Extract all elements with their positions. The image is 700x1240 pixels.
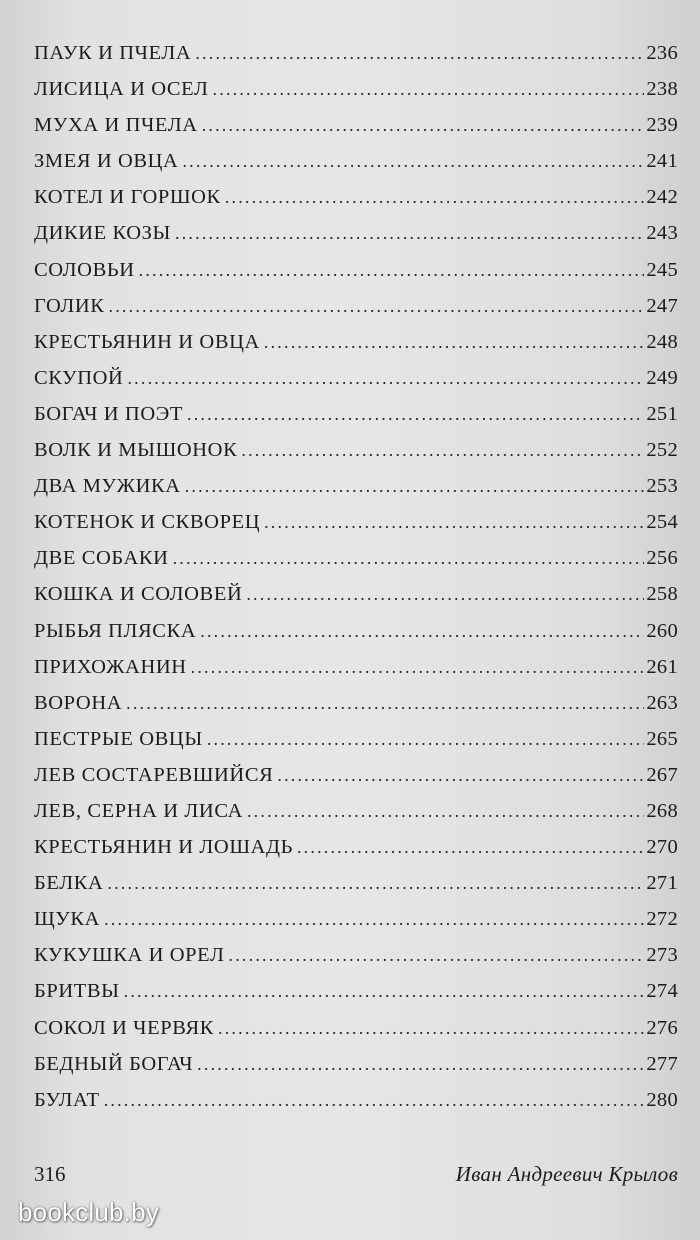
toc-entry-page: 245	[646, 258, 678, 281]
toc-entry-title: СКУПОЙ	[34, 366, 124, 389]
toc-entry-title: РЫБЬЯ ПЛЯСКА	[34, 619, 197, 642]
toc-entry	[34, 620, 678, 656]
toc-entry-title: КРЕСТЬЯНИН И ЛОШАДЬ	[34, 836, 293, 859]
toc-leader-dots	[225, 187, 645, 208]
toc-leader-dots	[264, 512, 644, 533]
toc-entry-title: ДИКИЕ КОЗЫ	[34, 222, 172, 245]
toc-leader-dots	[229, 945, 645, 966]
toc-leader-dots	[124, 981, 645, 1002]
toc-entry	[34, 1089, 678, 1125]
toc-entry	[34, 547, 678, 583]
toc-entry-page: 280	[646, 1088, 678, 1111]
toc-entry-page: 247	[646, 294, 678, 317]
toc-entry-title: ГОЛИК	[34, 294, 105, 317]
toc-entry	[34, 259, 678, 295]
toc-entry	[34, 872, 678, 908]
toc-entry	[34, 980, 678, 1016]
toc-entry-page: 277	[646, 1052, 678, 1075]
toc-entry-title: КОТЕНОК И СКВОРЕЦ	[34, 511, 261, 534]
toc-leader-dots	[127, 368, 644, 389]
toc-entry	[34, 1017, 678, 1053]
toc-entry	[34, 475, 678, 511]
table-of-contents	[34, 42, 678, 1125]
toc-entry	[34, 439, 678, 475]
toc-entry-title: КРЕСТЬЯНИН И ОВЦА	[34, 330, 260, 353]
toc-leader-dots	[104, 1090, 645, 1111]
toc-entry-title: ЛЕВ СОСТАРЕВШИЙСЯ	[34, 763, 274, 786]
toc-entry-page: 239	[646, 114, 678, 137]
toc-entry-title: СОЛОВЬИ	[34, 258, 135, 281]
toc-entry-title: ПРИХОЖАНИН	[34, 655, 187, 678]
toc-entry	[34, 403, 678, 439]
toc-entry-title: БЕДНЫЙ БОГАЧ	[34, 1052, 194, 1075]
toc-entry-title: БЕЛКА	[34, 872, 104, 895]
toc-entry-page: 270	[646, 836, 678, 859]
toc-entry-page: 243	[646, 222, 678, 245]
toc-entry-title: ЩУКА	[34, 908, 101, 931]
toc-leader-dots	[207, 729, 645, 750]
toc-entry	[34, 295, 678, 331]
toc-entry-title: ВОРОНА	[34, 691, 123, 714]
toc-leader-dots	[175, 223, 644, 244]
toc-entry	[34, 583, 678, 619]
toc-entry-page: 241	[646, 150, 678, 173]
toc-leader-dots	[104, 909, 644, 930]
toc-entry	[34, 78, 678, 114]
toc-entry-page: 236	[646, 42, 678, 64]
toc-entry	[34, 222, 678, 258]
toc-entry-title: БОГАЧ И ПОЭТ	[34, 402, 183, 425]
toc-entry-page: 273	[646, 944, 678, 967]
toc-leader-dots	[218, 1018, 644, 1039]
toc-entry-title: МУХА И ПЧЕЛА	[34, 114, 198, 137]
toc-entry	[34, 836, 678, 872]
toc-entry-page: 242	[646, 186, 678, 209]
toc-leader-dots	[126, 693, 644, 714]
toc-leader-dots	[200, 621, 644, 642]
toc-entry-page: 251	[646, 402, 678, 425]
toc-leader-dots	[213, 79, 645, 100]
toc-entry	[34, 367, 678, 403]
toc-entry-title: БУЛАТ	[34, 1088, 100, 1111]
toc-entry	[34, 656, 678, 692]
toc-entry-page: 256	[646, 547, 678, 570]
toc-entry-title: БРИТВЫ	[34, 980, 120, 1003]
toc-entry-page: 271	[646, 872, 678, 895]
toc-entry-title: ВОЛК И МЫШОНОК	[34, 439, 238, 462]
toc-entry	[34, 511, 678, 547]
toc-leader-dots	[191, 657, 645, 678]
toc-entry-title: ДВА МУЖИКА	[34, 475, 181, 498]
toc-entry-page: 263	[646, 691, 678, 714]
toc-entry-page: 260	[646, 619, 678, 642]
toc-entry	[34, 692, 678, 728]
running-footer-author: Иван Андреевич Крылов	[455, 1162, 678, 1186]
toc-entry-page: 272	[646, 908, 678, 931]
toc-leader-dots	[187, 404, 644, 425]
toc-entry-title: КУКУШКА И ОРЕЛ	[34, 944, 225, 967]
toc-leader-dots	[277, 765, 644, 786]
toc-entry-page: 267	[646, 763, 678, 786]
toc-leader-dots	[109, 296, 645, 317]
toc-leader-dots	[246, 584, 644, 605]
toc-entry-page: 249	[646, 366, 678, 389]
toc-entry	[34, 728, 678, 764]
toc-entry-title: СОКОЛ И ЧЕРВЯК	[34, 1016, 215, 1039]
toc-leader-dots	[139, 260, 645, 281]
toc-leader-dots	[202, 115, 645, 136]
toc-entry-page: 261	[646, 655, 678, 678]
toc-entry	[34, 944, 678, 980]
toc-entry-page: 265	[646, 727, 678, 750]
toc-entry	[34, 331, 678, 367]
toc-entry-title: КОШКА И СОЛОВЕЙ	[34, 583, 243, 606]
toc-entry	[34, 764, 678, 800]
toc-entry-page: 268	[646, 799, 678, 822]
toc-leader-dots	[197, 1054, 644, 1075]
toc-leader-dots	[195, 43, 644, 64]
toc-entry-page: 254	[646, 511, 678, 534]
toc-entry-title: ДВЕ СОБАКИ	[34, 547, 169, 570]
toc-entry-title: ПАУК И ПЧЕЛА	[34, 42, 192, 64]
toc-entry-page: 238	[646, 78, 678, 101]
toc-entry	[34, 114, 678, 150]
toc-entry-page: 258	[646, 583, 678, 606]
toc-leader-dots	[247, 801, 644, 822]
toc-entry	[34, 150, 678, 186]
toc-entry-title: ПЕСТРЫЕ ОВЦЫ	[34, 727, 203, 750]
toc-leader-dots	[107, 873, 644, 894]
toc-entry-page: 252	[646, 439, 678, 462]
toc-entry-title: КОТЕЛ И ГОРШОК	[34, 186, 221, 209]
toc-leader-dots	[182, 151, 644, 172]
toc-entry-title: ЛЕВ, СЕРНА И ЛИСА	[34, 799, 243, 822]
page-number: 316	[34, 1162, 66, 1186]
toc-leader-dots	[297, 837, 644, 858]
toc-leader-dots	[241, 440, 644, 461]
toc-entry-page: 276	[646, 1016, 678, 1039]
toc-entry	[34, 186, 678, 222]
toc-entry	[34, 908, 678, 944]
toc-entry-page: 248	[646, 330, 678, 353]
toc-entry	[34, 800, 678, 836]
toc-leader-dots	[185, 476, 645, 497]
toc-entry-page: 253	[646, 475, 678, 498]
watermark: bookclub.by	[18, 1197, 159, 1227]
toc-entry-title: ЛИСИЦА И ОСЕЛ	[34, 78, 209, 101]
toc-entry-title: ЗМЕЯ И ОВЦА	[34, 150, 179, 173]
toc-leader-dots	[173, 548, 645, 569]
toc-leader-dots	[264, 332, 644, 353]
toc-entry	[34, 42, 678, 78]
toc-entry-page: 274	[646, 980, 678, 1003]
toc-entry	[34, 1053, 678, 1089]
